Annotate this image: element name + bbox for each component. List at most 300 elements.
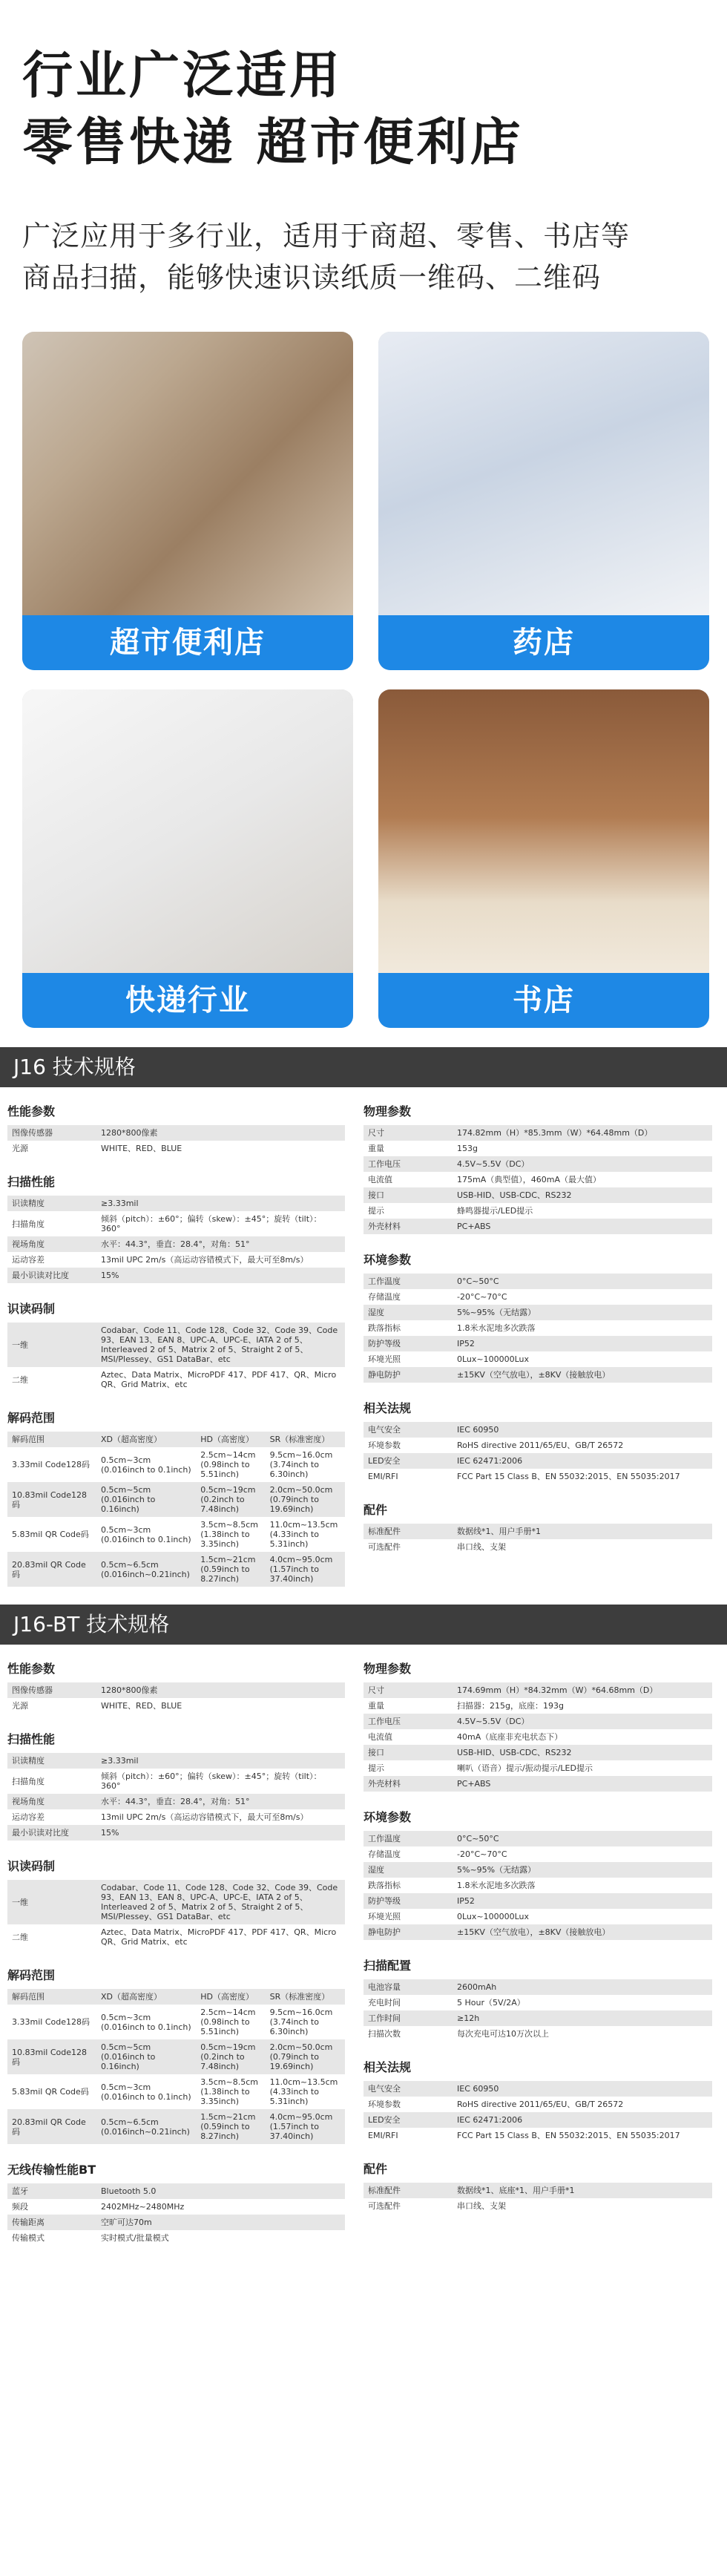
spec-value: 0.5cm~3cm (0.016inch to 0.1inch) xyxy=(96,1447,196,1482)
spec-group-title: 无线传输性能BT xyxy=(7,2163,96,2177)
hero-desc-line1: 广泛应用于多行业，适用于商超、零售、书店等 xyxy=(22,220,631,252)
scenario-card-supermarket xyxy=(22,332,353,670)
spec-key: 视场角度 xyxy=(7,1236,96,1252)
spec-key: 环境光照 xyxy=(364,1351,453,1367)
spec-key: 外壳材料 xyxy=(364,1219,453,1234)
spec-value: 水平：44.3°，垂直：28.4°，对角：51° xyxy=(96,1794,345,1809)
spec-key: 运动容差 xyxy=(7,1252,96,1268)
spec-value: 40mA（底座非充电状态下） xyxy=(453,1729,712,1745)
spec-value: 0Lux~100000Lux xyxy=(453,1909,712,1924)
spec-value: USB-HID、USB-CDC、RS232 xyxy=(453,1187,712,1203)
spec-value: 5%~95%（无结露） xyxy=(453,1305,712,1320)
spec-value: 空旷可达70m xyxy=(96,2215,345,2230)
spec-group-title: 配件 xyxy=(364,2162,388,2176)
scenario-label: 超市便利店 xyxy=(22,615,353,670)
hero-desc-line2: 商品扫描，能够快速识读纸质一维码、二维码 xyxy=(22,261,602,294)
spec-row xyxy=(364,1438,712,1453)
spec-value: IEC 60950 xyxy=(453,2081,712,2097)
spec-row xyxy=(364,2198,712,2214)
spec-group xyxy=(7,2160,345,2246)
spec-value: 倾斜（pitch）：±60°；偏转（skew）：±45°；旋转（tilt）：360° xyxy=(96,1211,345,1236)
spec-value: IEC 60950 xyxy=(453,1422,712,1438)
spec-row xyxy=(7,1432,345,1447)
spec-row xyxy=(364,1714,712,1729)
spec-value: IEC 62471:2006 xyxy=(453,2112,712,2128)
spec-key: 扫描角度 xyxy=(7,1211,96,1236)
spec-key: 充电时间 xyxy=(364,1995,453,2010)
spec-key: 5.83mil QR Code码 xyxy=(7,1517,96,1552)
spec-value: 0°C~50°C xyxy=(453,1831,712,1846)
spec-group-title: 相关法规 xyxy=(364,1401,412,1415)
spec-key: 接口 xyxy=(364,1187,453,1203)
spec-row xyxy=(364,2128,712,2143)
spec-value: 11.0cm~13.5cm (4.33inch to 5.31inch) xyxy=(266,2074,345,2109)
scenario-card-express xyxy=(22,689,353,1028)
spec-key: 识读精度 xyxy=(7,1196,96,1211)
j16bt-spec-header: J16-BT 技术规格 xyxy=(0,1605,727,1645)
scenario-card-bookstore xyxy=(378,689,709,1028)
spec-value: 蜂鸣器提示/LED提示 xyxy=(453,1203,712,1219)
spec-value: Aztec、Data Matrix、MicroPDF 417、PDF 417、QR、Micro QR、Grid Matrix、etc xyxy=(96,1924,345,1950)
spec-key: 扫描次数 xyxy=(364,2026,453,2042)
spec-row xyxy=(364,1336,712,1351)
spec-row xyxy=(7,1794,345,1809)
spec-key: 工作电压 xyxy=(364,1156,453,1172)
spec-key: 重量 xyxy=(364,1698,453,1714)
spec-value: 数据线*1、底座*1、用户手册*1 xyxy=(453,2183,712,2198)
spec-value: ±15KV（空气放电），±8KV（接触放电） xyxy=(453,1367,712,1383)
spec-value: 4.5V~5.5V（DC） xyxy=(453,1156,712,1172)
spec-row xyxy=(7,1825,345,1841)
spec-key: 工作温度 xyxy=(364,1831,453,1846)
spec-key: 二维 xyxy=(7,1367,96,1392)
spec-value: USB-HID、USB-CDC、RS232 xyxy=(453,1745,712,1760)
spec-row xyxy=(7,2039,345,2074)
spec-group xyxy=(7,1857,345,1950)
spec-row xyxy=(7,2005,345,2039)
spec-row xyxy=(364,1141,712,1156)
spec-row xyxy=(364,1524,712,1539)
spec-row xyxy=(7,1141,345,1156)
spec-value: IP52 xyxy=(453,1336,712,1351)
spec-table xyxy=(364,1831,712,1940)
spec-value: 2.5cm~14cm (0.98inch to 5.51inch) xyxy=(196,2005,265,2039)
hero-section xyxy=(0,0,727,298)
spec-key: 存储温度 xyxy=(364,1846,453,1862)
spec-row xyxy=(364,1469,712,1484)
spec-row xyxy=(7,1323,345,1367)
spec-key: 重量 xyxy=(364,1141,453,1156)
spec-row xyxy=(364,1924,712,1940)
spec-value: 174.69mm（H）*84.32mm（W）*64.68mm（D） xyxy=(453,1682,712,1698)
spec-group-title: 扫描性能 xyxy=(7,1732,56,1746)
spec-value: 15% xyxy=(96,1825,345,1841)
j16bt-left-column xyxy=(7,1656,345,2246)
j16bt-right-column xyxy=(364,1656,712,2246)
spec-group xyxy=(364,1808,712,1940)
spec-value: 0.5cm~3cm (0.016inch to 0.1inch) xyxy=(96,2005,196,2039)
spec-value: 5%~95%（无结露） xyxy=(453,1862,712,1878)
spec-row xyxy=(364,2026,712,2042)
spec-row xyxy=(7,1753,345,1769)
spec-row xyxy=(7,1924,345,1950)
spec-table xyxy=(7,1989,345,2144)
spec-key: 蓝牙 xyxy=(7,2183,96,2199)
spec-row xyxy=(7,1252,345,1268)
spec-table xyxy=(7,1880,345,1950)
spec-value: 4.0cm~95.0cm (1.57inch to 37.40inch) xyxy=(266,1552,345,1587)
spec-key: 电流值 xyxy=(364,1729,453,1745)
spec-key: EMI/RFI xyxy=(364,2128,453,2143)
spec-key: 防护等级 xyxy=(364,1893,453,1909)
spec-value: RoHS directive 2011/65/EU、GB/T 26572 xyxy=(453,1438,712,1453)
spec-key: 存储温度 xyxy=(364,1289,453,1305)
spec-value: SR（标准密度） xyxy=(266,1432,345,1447)
spec-value: 0Lux~100000Lux xyxy=(453,1351,712,1367)
spec-table xyxy=(364,1422,712,1484)
spec-row xyxy=(364,1745,712,1760)
spec-group-title: 扫描性能 xyxy=(7,1175,56,1189)
spec-table xyxy=(7,1125,345,1156)
spec-row xyxy=(364,1862,712,1878)
spec-key: 静电防护 xyxy=(364,1367,453,1383)
spec-value: 0.5cm~5cm (0.016inch to 0.16inch) xyxy=(96,1482,196,1517)
spec-key: 最小识读对比度 xyxy=(7,1268,96,1283)
spec-row xyxy=(7,1682,345,1698)
spec-key: 尺寸 xyxy=(364,1682,453,1698)
spec-key: 频段 xyxy=(7,2199,96,2215)
spec-key: 二维 xyxy=(7,1924,96,1950)
spec-key: 20.83mil QR Code码 xyxy=(7,2109,96,2144)
spec-key: 3.33mil Code128码 xyxy=(7,1447,96,1482)
spec-key: 接口 xyxy=(364,1745,453,1760)
spec-row xyxy=(7,1367,345,1392)
express-photo xyxy=(22,689,353,973)
spec-value: 2600mAh xyxy=(453,1979,712,1995)
spec-group xyxy=(7,1966,345,2144)
spec-value: 0.5cm~19cm (0.2inch to 7.48inch) xyxy=(196,1482,265,1517)
spec-value: 0°C~50°C xyxy=(453,1274,712,1289)
spec-key: EMI/RFI xyxy=(364,1469,453,1484)
spec-group xyxy=(364,1251,712,1383)
spec-key: 解码范围 xyxy=(7,1432,96,1447)
spec-value: XD（超高密度） xyxy=(96,1989,196,2005)
spec-value: 1.5cm~21cm (0.59inch to 8.27inch) xyxy=(196,2109,265,2144)
j16-spec xyxy=(0,1087,727,1587)
spec-row xyxy=(7,2074,345,2109)
spec-key: 解码范围 xyxy=(7,1989,96,2005)
spec-value: 每次充电可达10万次以上 xyxy=(453,2026,712,2042)
spec-value: 0.5cm~19cm (0.2inch to 7.48inch) xyxy=(196,2039,265,2074)
spec-value: FCC Part 15 Class B、EN 55032:2015、EN 55035:2017 xyxy=(453,1469,712,1484)
spec-row xyxy=(7,1809,345,1825)
spec-key: LED安全 xyxy=(364,1453,453,1469)
spec-group xyxy=(7,1730,345,1841)
spec-key: 静电防护 xyxy=(364,1924,453,1940)
spec-key: 10.83mil Code128码 xyxy=(7,2039,96,2074)
spec-table xyxy=(7,1196,345,1283)
spec-row xyxy=(7,2215,345,2230)
spec-key: 电气安全 xyxy=(364,2081,453,2097)
spec-value: Codabar、Code 11、Code 128、Code 32、Code 39、Code 93、EAN 13、EAN 8、UPC-A、UPC-E、IATA 2 of 5、Interleaved 2 of 5、Matrix 2 of 5、Straight 2 of 5、MSI/Plessey、GS1 DataBar、etc xyxy=(96,1880,345,1924)
spec-value: PC+ABS xyxy=(453,1219,712,1234)
spec-row xyxy=(7,1125,345,1141)
pharmacy-photo xyxy=(378,332,709,615)
spec-value: HD（高密度） xyxy=(196,1989,265,2005)
spec-table xyxy=(364,2183,712,2214)
spec-value: SR（标准密度） xyxy=(266,1989,345,2005)
spec-key: 湿度 xyxy=(364,1862,453,1878)
spec-key: 环境参数 xyxy=(364,2097,453,2112)
hero-description xyxy=(22,215,705,298)
spec-row xyxy=(364,1289,712,1305)
spec-row xyxy=(364,1219,712,1234)
spec-key: 提示 xyxy=(364,1760,453,1776)
spec-key: 运动容差 xyxy=(7,1809,96,1825)
spec-row xyxy=(364,1831,712,1846)
spec-value: Bluetooth 5.0 xyxy=(96,2183,345,2199)
spec-row xyxy=(364,1274,712,1289)
supermarket-photo xyxy=(22,332,353,615)
spec-row xyxy=(364,1893,712,1909)
scenario-label: 快递行业 xyxy=(22,973,353,1028)
spec-group xyxy=(7,1300,345,1392)
spec-value: WHITE、RED、BLUE xyxy=(96,1141,345,1156)
spec-group xyxy=(364,2058,712,2143)
spec-group xyxy=(364,1102,712,1234)
spec-row xyxy=(364,1320,712,1336)
spec-row xyxy=(7,1552,345,1587)
spec-row xyxy=(364,1729,712,1745)
spec-value: 175mA（典型值），460mA（最大值） xyxy=(453,1172,712,1187)
spec-value: 13mil UPC 2m/s（高运动容错模式下，最大可至8m/s） xyxy=(96,1809,345,1825)
spec-row xyxy=(7,1769,345,1794)
spec-group-title: 环境参数 xyxy=(364,1253,412,1267)
hero-title-line1: 行业广泛适用 xyxy=(22,47,343,105)
spec-key: 光源 xyxy=(7,1698,96,1714)
spec-value: 15% xyxy=(96,1268,345,1283)
spec-key: 电流值 xyxy=(364,1172,453,1187)
spec-row xyxy=(7,2199,345,2215)
spec-key: 识读精度 xyxy=(7,1753,96,1769)
spec-value: 2.0cm~50.0cm (0.79inch to 19.69inch) xyxy=(266,1482,345,1517)
spec-value: 0.5cm~5cm (0.016inch to 0.16inch) xyxy=(96,2039,196,2074)
spec-key: 湿度 xyxy=(364,1305,453,1320)
spec-row xyxy=(364,1351,712,1367)
spec-row xyxy=(7,1517,345,1552)
spec-row xyxy=(364,2183,712,2198)
spec-key: 电气安全 xyxy=(364,1422,453,1438)
spec-value: 2402MHz~2480MHz xyxy=(96,2199,345,2215)
spec-row xyxy=(364,1995,712,2010)
spec-group-title: 物理参数 xyxy=(364,1104,412,1118)
spec-table xyxy=(364,1125,712,1234)
spec-value: 9.5cm~16.0cm (3.74inch to 6.30inch) xyxy=(266,1447,345,1482)
spec-key: 可选配件 xyxy=(364,1539,453,1555)
spec-row xyxy=(364,2010,712,2026)
spec-value: 数据线*1、用户手册*1 xyxy=(453,1524,712,1539)
spec-row xyxy=(364,1878,712,1893)
spec-key: 传输模式 xyxy=(7,2230,96,2246)
spec-row xyxy=(7,1236,345,1252)
spec-key: 3.33mil Code128码 xyxy=(7,2005,96,2039)
spec-value: 13mil UPC 2m/s（高运动容错模式下，最大可至8m/s） xyxy=(96,1252,345,1268)
spec-key: 最小识读对比度 xyxy=(7,1825,96,1841)
spec-row xyxy=(364,1422,712,1438)
spec-row xyxy=(364,1909,712,1924)
spec-value: 倾斜（pitch）：±60°；偏转（skew）：±45°；旋转（tilt）：360° xyxy=(96,1769,345,1794)
spec-key: 光源 xyxy=(7,1141,96,1156)
spec-group-title: 性能参数 xyxy=(7,1104,56,1118)
spec-group-title: 识读码制 xyxy=(7,1859,56,1873)
spec-row xyxy=(364,1698,712,1714)
spec-value: ≥12h xyxy=(453,2010,712,2026)
spec-row xyxy=(7,2183,345,2199)
spec-key: 扫描角度 xyxy=(7,1769,96,1794)
spec-key: 环境参数 xyxy=(364,1438,453,1453)
spec-key: 5.83mil QR Code码 xyxy=(7,2074,96,2109)
spec-value: 水平：44.3°，垂直：28.4°，对角：51° xyxy=(96,1236,345,1252)
spec-group-title: 物理参数 xyxy=(364,1662,412,1676)
spec-row xyxy=(364,2112,712,2128)
spec-row xyxy=(7,1698,345,1714)
spec-row xyxy=(364,1187,712,1203)
spec-row xyxy=(364,1979,712,1995)
spec-value: 喇叭（语音）提示/振动提示/LED提示 xyxy=(453,1760,712,1776)
spec-row xyxy=(364,1776,712,1792)
spec-value: 0.5cm~6.5cm (0.016inch~0.21inch) xyxy=(96,1552,196,1587)
spec-key: 一维 xyxy=(7,1880,96,1924)
spec-key: 图像传感器 xyxy=(7,1682,96,1698)
spec-value: XD（超高密度） xyxy=(96,1432,196,1447)
spec-key: 一维 xyxy=(7,1323,96,1367)
spec-group-title: 解码范围 xyxy=(7,1968,56,1982)
spec-key: 外壳材料 xyxy=(364,1776,453,1792)
spec-value: 0.5cm~3cm (0.016inch to 0.1inch) xyxy=(96,1517,196,1552)
spec-key: 工作时间 xyxy=(364,2010,453,2026)
spec-value: 5 Hour（5V/2A） xyxy=(453,1995,712,2010)
spec-key: 环境光照 xyxy=(364,1909,453,1924)
spec-row xyxy=(7,2230,345,2246)
spec-value: -20°C~70°C xyxy=(453,1846,712,1862)
spec-group xyxy=(364,2160,712,2214)
spec-value: 1.8米水泥地多次跌落 xyxy=(453,1320,712,1336)
spec-value: FCC Part 15 Class B、EN 55032:2015、EN 55035:2017 xyxy=(453,2128,712,2143)
spec-group xyxy=(7,1173,345,1283)
spec-value: ±15KV（空气放电），±8KV（接触放电） xyxy=(453,1924,712,1940)
spec-group xyxy=(364,1956,712,2042)
spec-row xyxy=(7,1482,345,1517)
spec-row xyxy=(364,1125,712,1141)
spec-row xyxy=(364,1156,712,1172)
j16-spec-header: J16 技术规格 xyxy=(0,1047,727,1087)
spec-group xyxy=(7,1409,345,1587)
spec-key: 标准配件 xyxy=(364,1524,453,1539)
spec-row xyxy=(7,1880,345,1924)
spec-value: IEC 62471:2006 xyxy=(453,1453,712,1469)
spec-group-title: 性能参数 xyxy=(7,1662,56,1676)
spec-value: -20°C~70°C xyxy=(453,1289,712,1305)
spec-key: 工作温度 xyxy=(364,1274,453,1289)
spec-value: 1.5cm~21cm (0.59inch to 8.27inch) xyxy=(196,1552,265,1587)
spec-key: 跌落指标 xyxy=(364,1320,453,1336)
spec-value: 2.5cm~14cm (0.98inch to 5.51inch) xyxy=(196,1447,265,1482)
j16-left-column xyxy=(7,1099,345,1587)
spec-row xyxy=(7,1268,345,1283)
spec-value: HD（高密度） xyxy=(196,1432,265,1447)
spec-key: 20.83mil QR Code码 xyxy=(7,1552,96,1587)
spec-row xyxy=(364,1760,712,1776)
spec-key: 10.83mil Code128码 xyxy=(7,1482,96,1517)
spec-value: 扫描器：215g，底座：193g xyxy=(453,1698,712,1714)
spec-key: 可选配件 xyxy=(364,2198,453,2214)
scenario-label: 书店 xyxy=(378,973,709,1028)
spec-table xyxy=(364,2081,712,2143)
spec-key: 视场角度 xyxy=(7,1794,96,1809)
spec-key: LED安全 xyxy=(364,2112,453,2128)
spec-value: WHITE、RED、BLUE xyxy=(96,1698,345,1714)
spec-value: 实时模式/批量模式 xyxy=(96,2230,345,2246)
spec-value: RoHS directive 2011/65/EU、GB/T 26572 xyxy=(453,2097,712,2112)
spec-value: 11.0cm~13.5cm (4.33inch to 5.31inch) xyxy=(266,1517,345,1552)
spec-table xyxy=(7,1682,345,1714)
j16bt-spec xyxy=(0,1645,727,2246)
spec-value: Aztec、Data Matrix、MicroPDF 417、PDF 417、QR、Micro QR、Grid Matrix、etc xyxy=(96,1367,345,1392)
spec-table xyxy=(364,1524,712,1555)
spec-row xyxy=(7,1989,345,2005)
spec-key: 电池容量 xyxy=(364,1979,453,1995)
scenario-card-pharmacy xyxy=(378,332,709,670)
spec-row xyxy=(364,1367,712,1383)
spec-group-title: 相关法规 xyxy=(364,2060,412,2074)
spec-group xyxy=(364,1501,712,1555)
spec-key: 跌落指标 xyxy=(364,1878,453,1893)
spec-value: ≥3.33mil xyxy=(96,1753,345,1769)
spec-group xyxy=(7,1659,345,1714)
spec-row xyxy=(364,1682,712,1698)
spec-group-title: 配件 xyxy=(364,1503,388,1517)
spec-row xyxy=(364,2097,712,2112)
spec-group xyxy=(364,1399,712,1484)
spec-value: Codabar、Code 11、Code 128、Code 32、Code 39、Code 93、EAN 13、EAN 8、UPC-A、UPC-E、IATA 2 of 5、Interleaved 2 of 5、Matrix 2 of 5、Straight 2 of 5、MSI/Plessey、GS1 DataBar、etc xyxy=(96,1323,345,1367)
spec-group-title: 环境参数 xyxy=(364,1810,412,1824)
spec-value: 1280*800像素 xyxy=(96,1682,345,1698)
spec-value: IP52 xyxy=(453,1893,712,1909)
spec-row xyxy=(364,1846,712,1862)
spec-key: 传输距离 xyxy=(7,2215,96,2230)
spec-table xyxy=(364,1274,712,1383)
spec-value: 0.5cm~6.5cm (0.016inch~0.21inch) xyxy=(96,2109,196,2144)
spec-value: 1280*800像素 xyxy=(96,1125,345,1141)
spec-value: 0.5cm~3cm (0.016inch to 0.1inch) xyxy=(96,2074,196,2109)
scenario-label: 药店 xyxy=(378,615,709,670)
spec-value: 4.5V~5.5V（DC） xyxy=(453,1714,712,1729)
spec-row xyxy=(364,1203,712,1219)
spec-key: 防护等级 xyxy=(364,1336,453,1351)
spec-row xyxy=(7,2109,345,2144)
spec-row xyxy=(7,1196,345,1211)
spec-row xyxy=(364,1539,712,1555)
spec-value: ≥3.33mil xyxy=(96,1196,345,1211)
spec-group xyxy=(7,1102,345,1156)
spec-group-title: 扫描配置 xyxy=(364,1959,412,1973)
spec-row xyxy=(364,1172,712,1187)
spec-group-title: 解码范围 xyxy=(7,1411,56,1425)
spec-value: 3.5cm~8.5cm (1.38inch to 3.35inch) xyxy=(196,1517,265,1552)
spec-table xyxy=(364,1979,712,2042)
spec-key: 提示 xyxy=(364,1203,453,1219)
spec-row xyxy=(364,1305,712,1320)
